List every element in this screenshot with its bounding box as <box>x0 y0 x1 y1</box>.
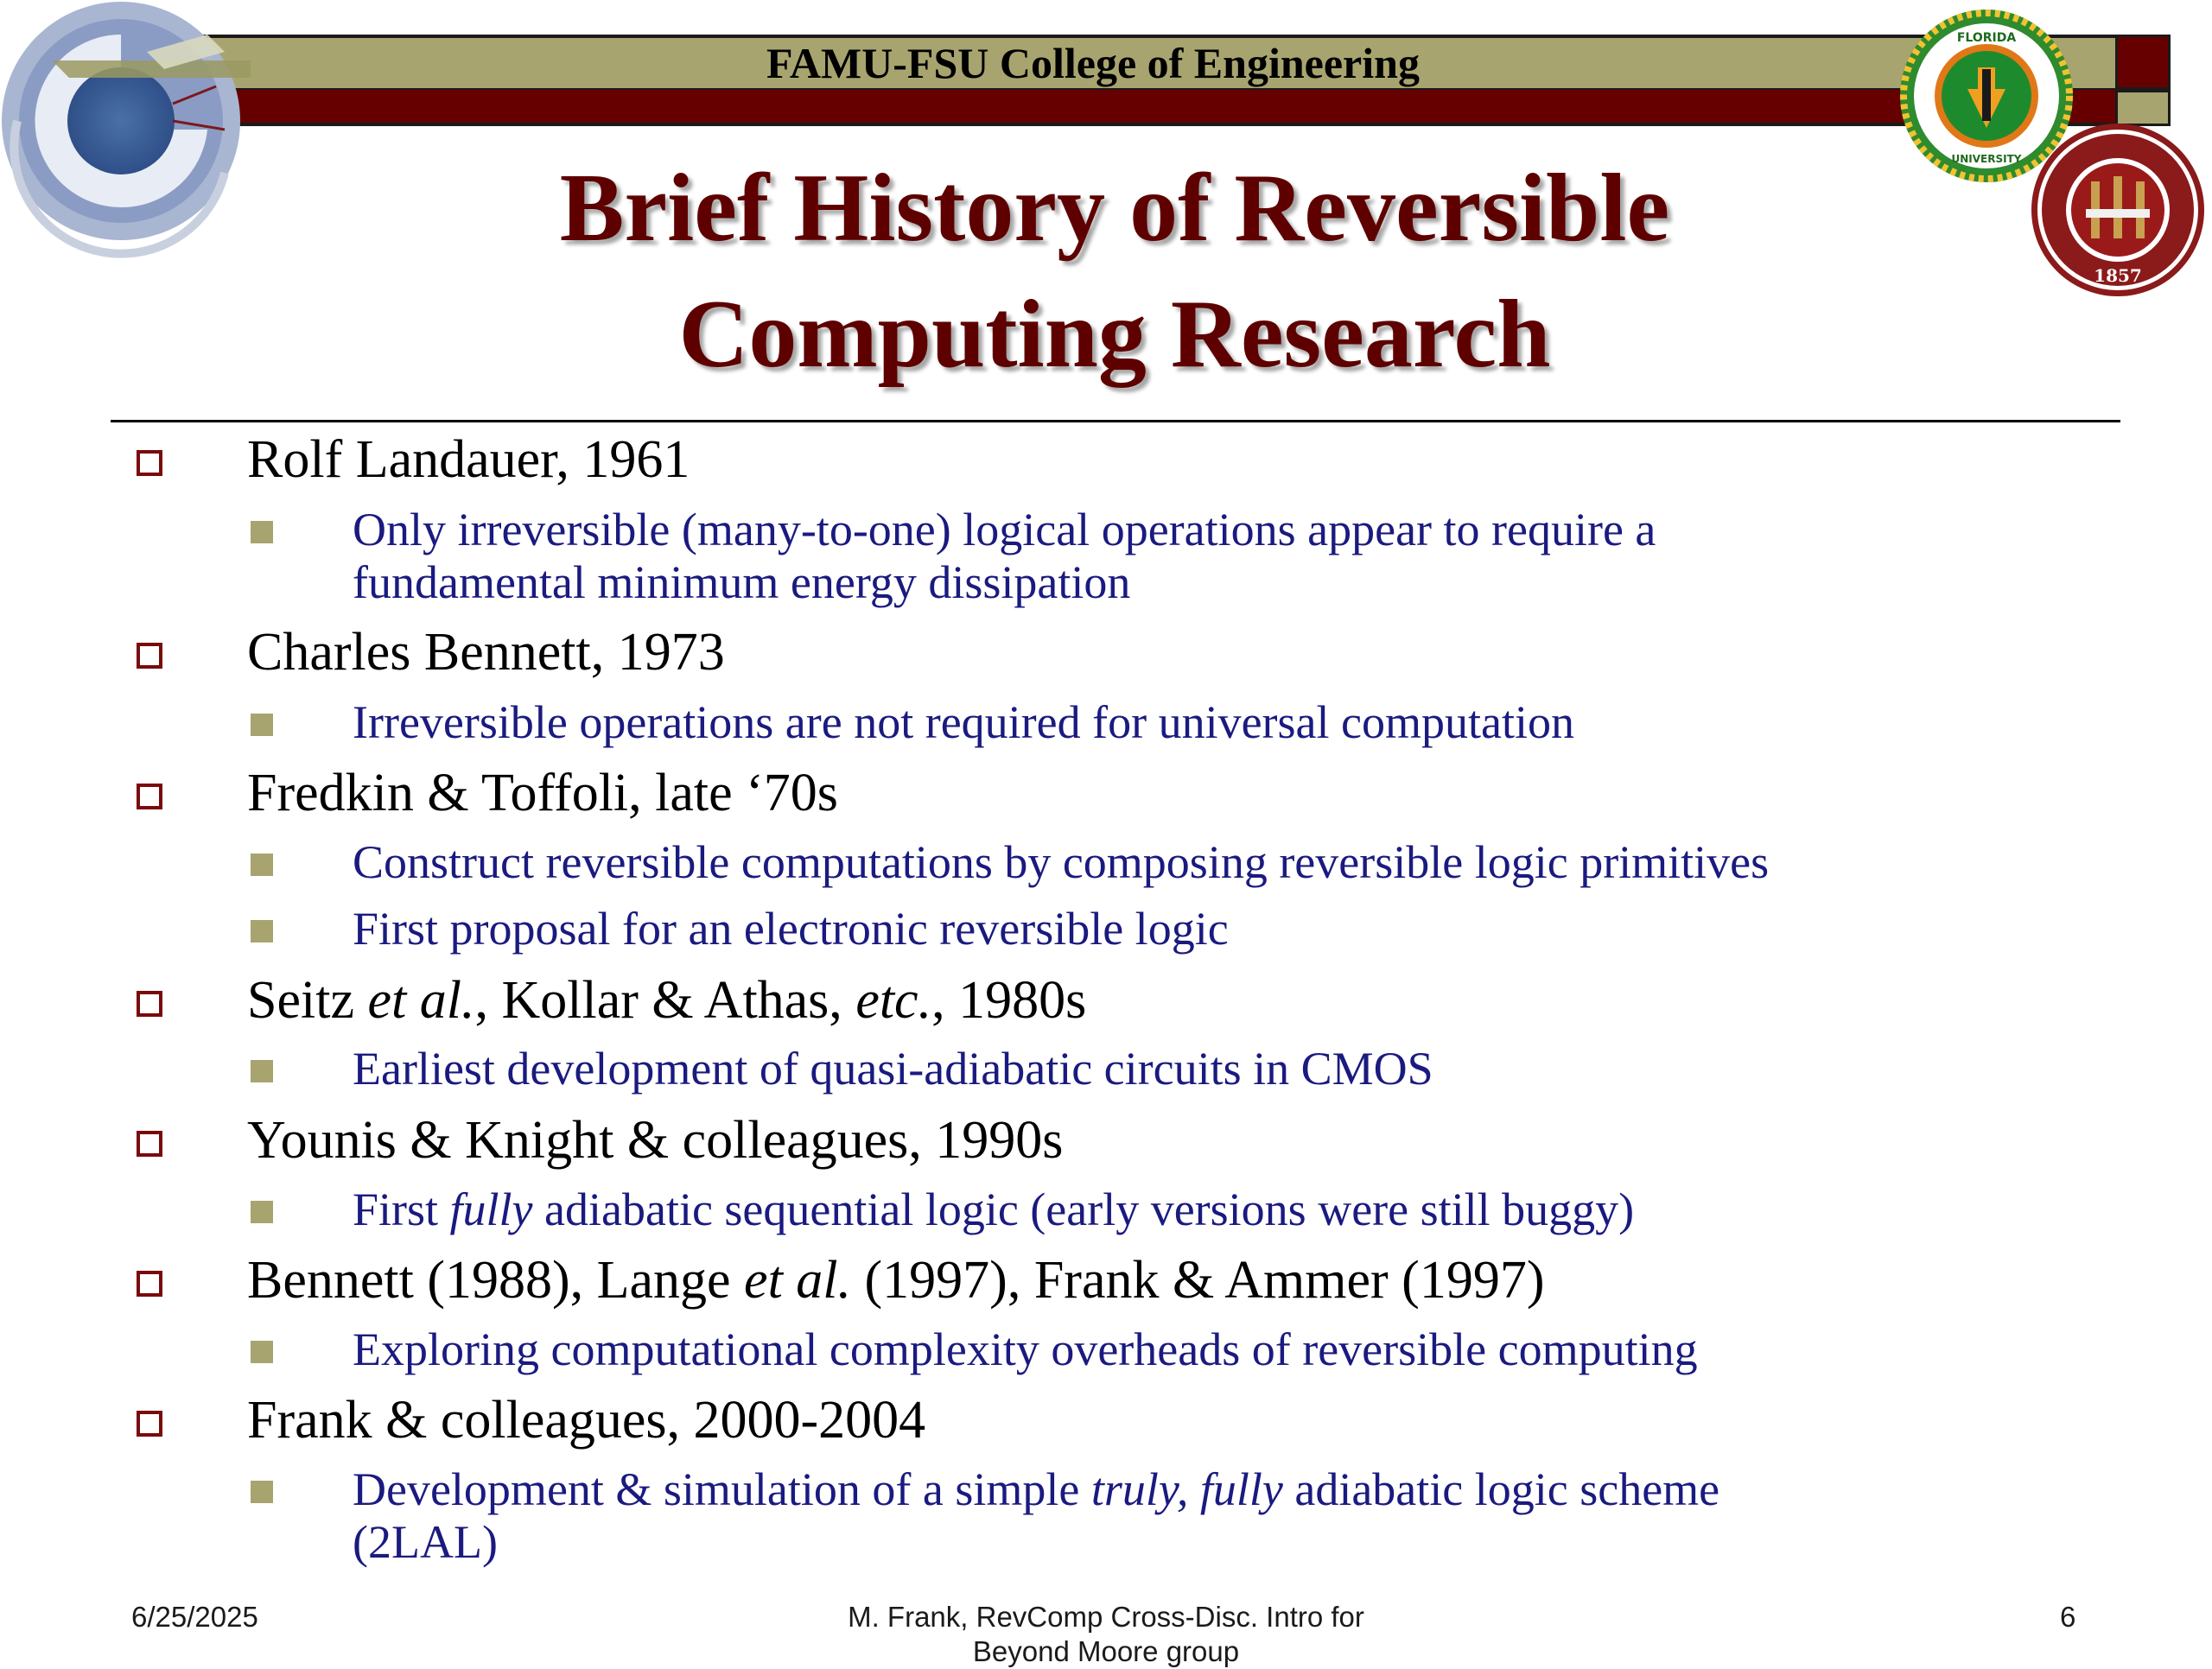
hollow-square-bullet-icon <box>137 784 162 809</box>
footer-center-text <box>778 1600 1434 1669</box>
bullet-text: Fredkin & Toffoli, late ‘70s <box>247 764 838 822</box>
bullet-item <box>247 429 690 490</box>
bullet-text: Charles Bennett, 1973 <box>247 623 725 682</box>
sub-bullet-item <box>353 1184 2072 1236</box>
filled-square-bullet-icon <box>251 1341 273 1363</box>
bullet-text-part: , 1980s <box>931 971 1087 1030</box>
sub-bullet-text-part: adiabatic logic scheme <box>1282 1463 1720 1515</box>
hollow-square-bullet-icon <box>137 643 162 669</box>
sub-bullet-text-italic: fully <box>449 1184 533 1235</box>
bullet-item <box>247 622 725 682</box>
hollow-square-bullet-icon <box>137 1131 162 1157</box>
svg-text:UNIVERSITY: UNIVERSITY <box>1951 153 2022 165</box>
footer-center-line1: M. Frank, RevComp Cross-Disc. Intro for <box>848 1601 1364 1633</box>
sub-bullet-text-part: First <box>353 1184 450 1235</box>
sub-bullet-text: Irreversible operations are not required for universal computation <box>353 696 1574 748</box>
sub-bullet-text: Earliest development of quasi-adiabatic circuits in CMOS <box>353 1043 1433 1095</box>
bullet-text-part: (1997), Frank & Ammer (1997) <box>851 1251 1545 1310</box>
sub-bullet-item <box>353 504 2072 609</box>
bullet-item <box>247 1250 1544 1310</box>
svg-text:FLORIDA: FLORIDA <box>1956 31 2017 45</box>
bullet-item <box>247 1110 1063 1171</box>
filled-square-bullet-icon <box>251 1060 273 1082</box>
bullet-item <box>247 1390 925 1450</box>
slide-title-line2: Computing Research <box>678 281 1551 388</box>
bullet-text-part: , Kollar & Athas, <box>474 971 856 1030</box>
sub-bullet-item <box>353 696 2072 749</box>
hollow-square-bullet-icon <box>137 1271 162 1297</box>
sub-bullet-item <box>353 903 2072 955</box>
sub-bullet-text-part: adiabatic sequential logic (early versions were still buggy) <box>532 1184 1635 1235</box>
sub-bullet-item <box>353 1463 2072 1569</box>
footer-page-number: 6 <box>2060 1601 2076 1633</box>
sub-bullet-text-italic: truly, fully <box>1090 1463 1283 1515</box>
bullet-text-part: Bennett (1988), Lange <box>247 1251 745 1310</box>
hollow-square-bullet-icon <box>137 1411 162 1437</box>
sub-bullet-text-line2: fundamental minimum energy dissipation <box>353 556 1131 608</box>
hollow-square-bullet-icon <box>137 450 162 476</box>
slide-title-line1: Brief History of Reversible <box>559 155 1670 262</box>
footer-date: 6/25/2025 <box>131 1601 258 1633</box>
fsu-seal-year: 1857 <box>2094 265 2142 286</box>
bullet-text: Rolf Landauer, 1961 <box>247 430 690 489</box>
bullet-text: Younis & Knight & colleagues, 1990s <box>247 1111 1064 1170</box>
sub-bullet-text-line2: (2LAL) <box>353 1516 498 1568</box>
filled-square-bullet-icon <box>251 854 273 876</box>
sub-bullet-item <box>353 1323 2072 1376</box>
bullet-item <box>247 763 838 823</box>
hollow-square-bullet-icon <box>137 991 162 1017</box>
bullet-text-italic: etc. <box>855 971 932 1030</box>
filled-square-bullet-icon <box>251 714 273 736</box>
filled-square-bullet-icon <box>251 920 273 942</box>
bullet-text-part: Seitz <box>247 971 368 1030</box>
bullet-text: Frank & colleagues, 2000-2004 <box>247 1391 926 1450</box>
bullet-item <box>247 970 1086 1031</box>
sub-bullet-text-part: Development & simulation of a simple <box>353 1463 1091 1515</box>
sub-bullet-text: Construct reversible computations by composing reversible logic primitives <box>353 836 1770 888</box>
footer-center-line2: Beyond Moore group <box>972 1635 1240 1667</box>
filled-square-bullet-icon <box>251 521 273 543</box>
filled-square-bullet-icon <box>251 1201 273 1223</box>
filled-square-bullet-icon <box>251 1481 273 1503</box>
sub-bullet-item <box>353 1043 2072 1095</box>
bullet-text-italic: et al. <box>367 971 475 1030</box>
sub-bullet-text: Exploring computational complexity overheads of reversible computing <box>353 1323 1698 1375</box>
sub-bullet-text: First proposal for an electronic reversible logic <box>353 903 1229 955</box>
header-banner-text: FAMU-FSU College of Engineering <box>766 39 1420 87</box>
bullet-text-italic: et al. <box>744 1251 852 1310</box>
sub-bullet-text-line1: Only irreversible (many-to-one) logical operations appear to require a <box>353 504 1656 555</box>
sub-bullet-item <box>353 836 2072 889</box>
